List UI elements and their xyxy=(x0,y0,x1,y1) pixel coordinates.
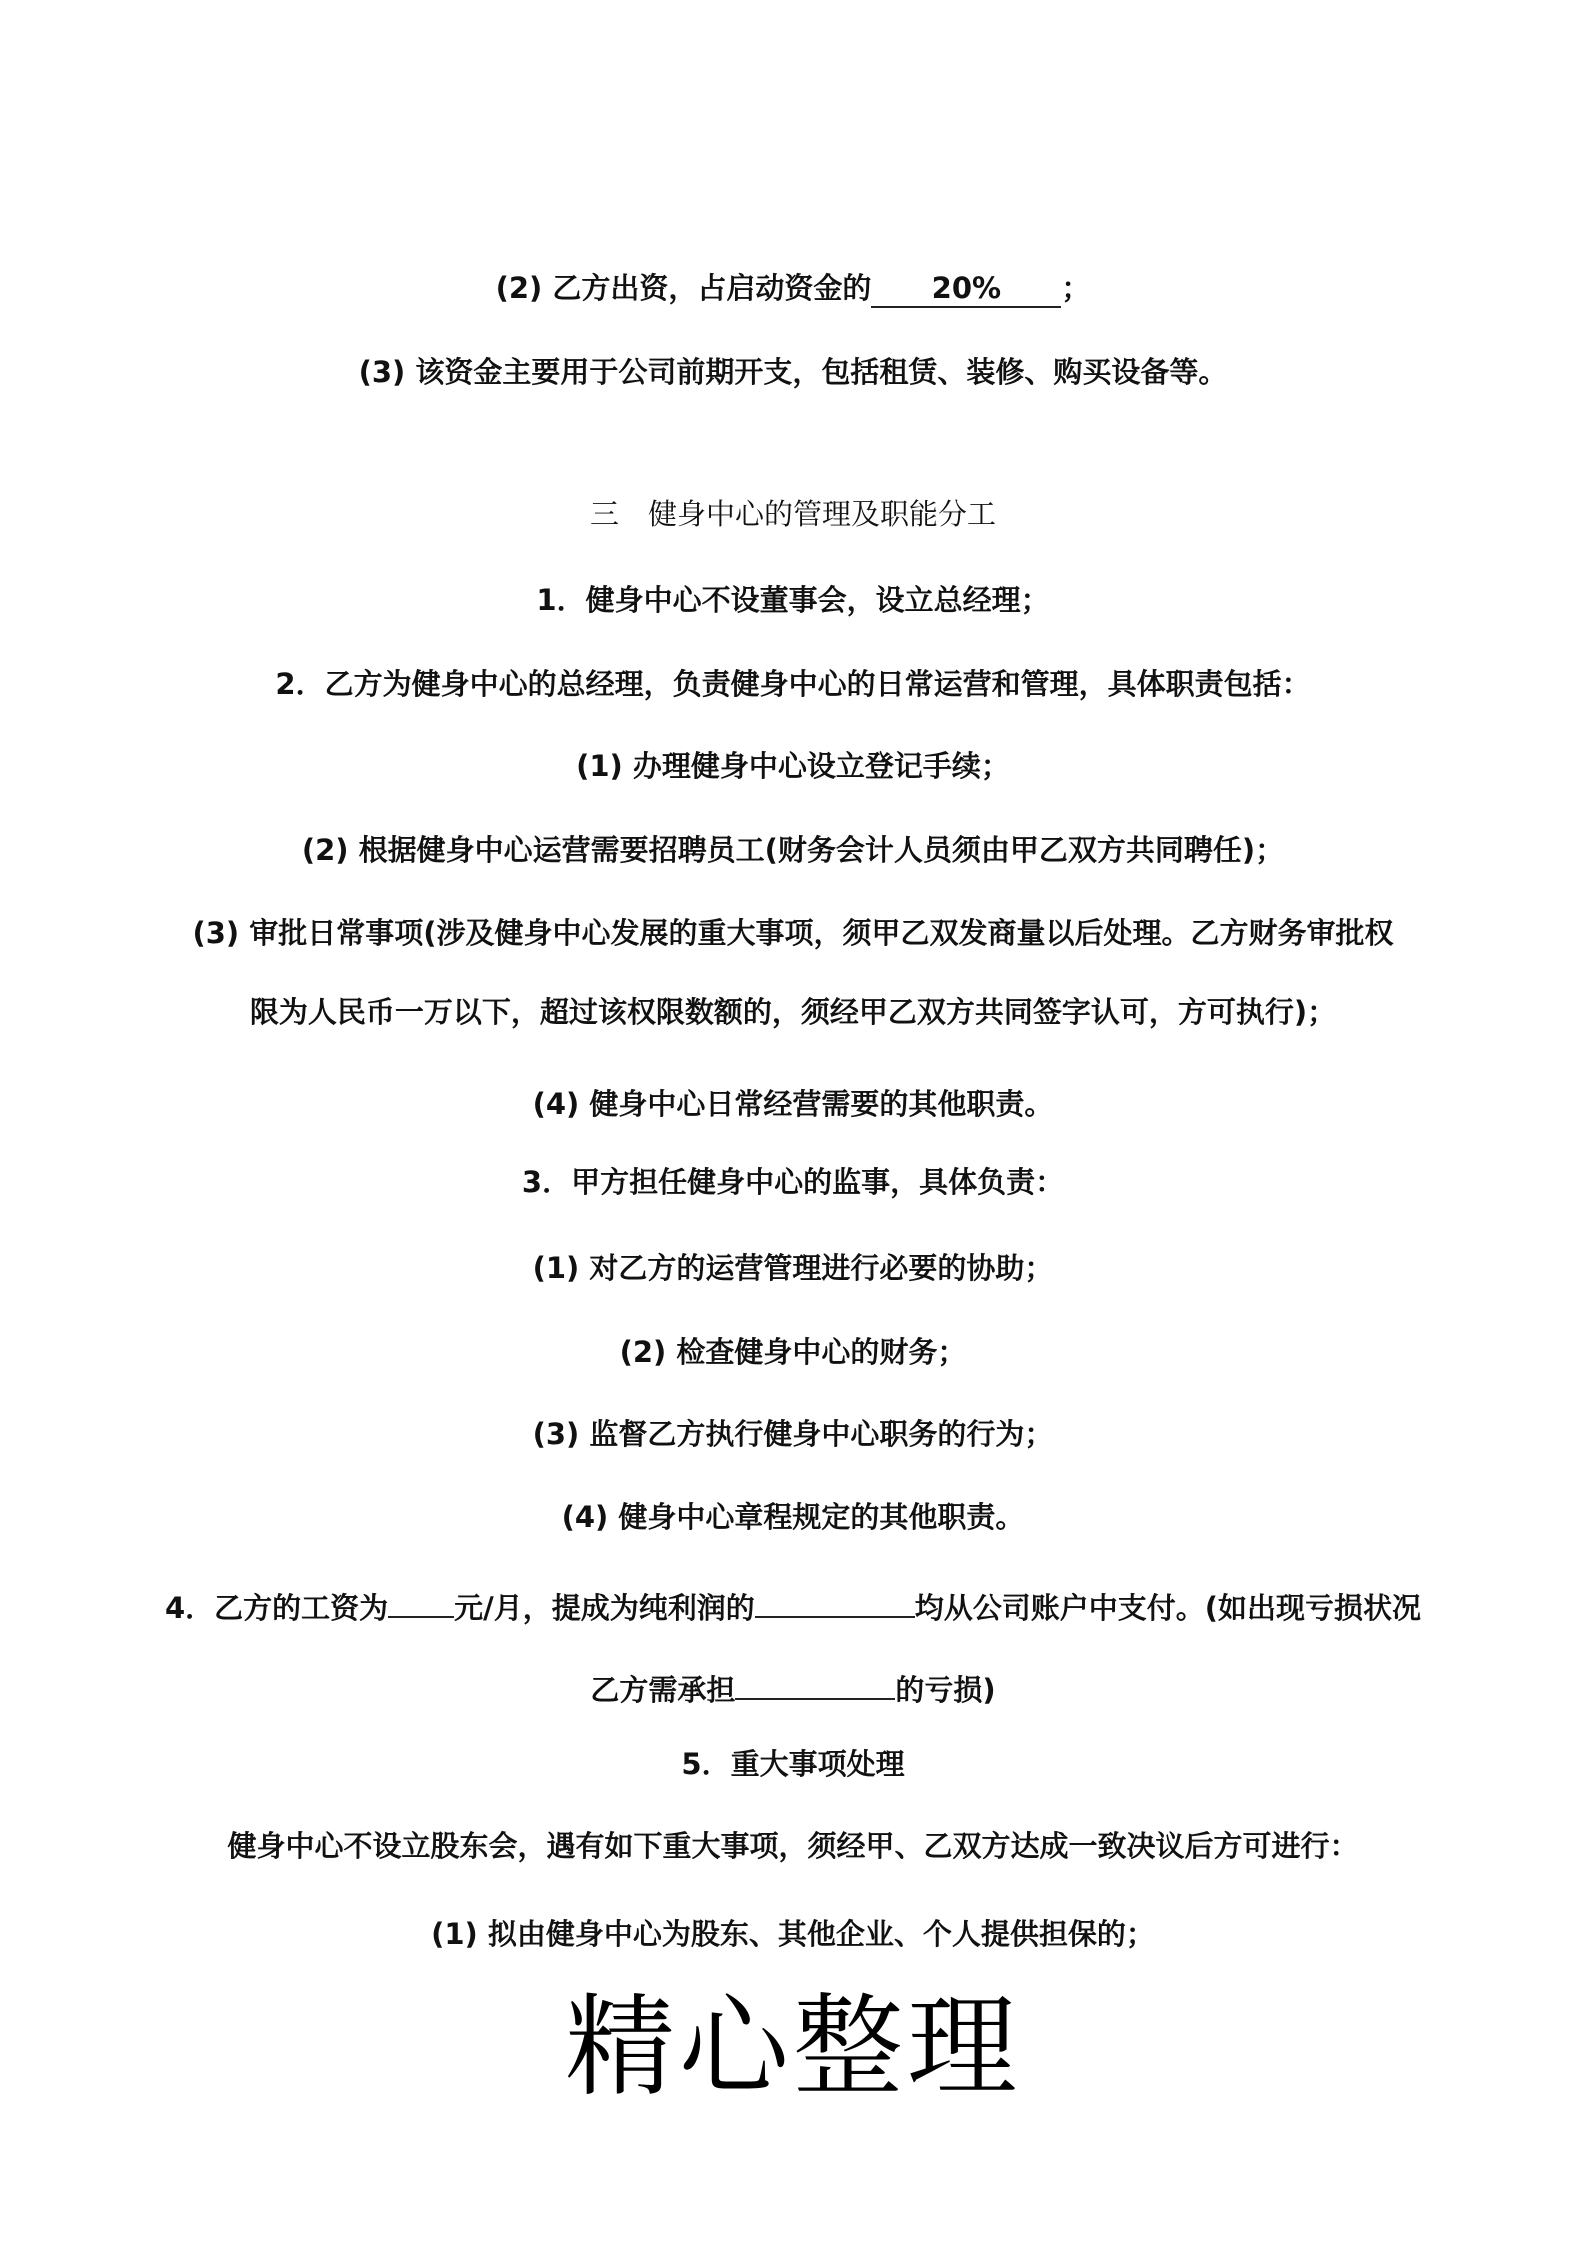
clause-3-4-text-a: 4．乙方的工资为 xyxy=(164,1591,389,1625)
clause-3-5: 5．重大事项处理 xyxy=(681,1747,905,1781)
clause-3-4-text-c: 均从公司账户中支付。(如出现亏损状况 xyxy=(914,1591,1422,1625)
fill-blank-loss-share xyxy=(735,1662,895,1700)
section-3-heading: 三 健身中心的管理及职能分工 xyxy=(589,497,996,531)
clause-2-2 xyxy=(0,268,1586,308)
clause-3-2-1: (1) 办理健身中心设立登记手续； xyxy=(576,749,1010,783)
fill-blank-salary xyxy=(388,1580,454,1618)
clause-3-2-3: (3) 审批日常事项(涉及健身中心发展的重大事项，须甲乙双发商量以后处理。乙方财务审批权 xyxy=(192,916,1394,950)
clause-3-4-continued xyxy=(0,1662,1586,1710)
clause-3-3-2: (2) 检查健身中心的财务； xyxy=(619,1335,967,1369)
clause-3-5-intro: 健身中心不设立股东会，遇有如下重大事项，须经甲、乙双方达成一致决议后方可进行： xyxy=(227,1829,1359,1863)
clause-3-2-2: (2) 根据健身中心运营需要招聘员工(财务会计人员须由甲乙双方共同聘任)； xyxy=(301,833,1285,867)
clause-3-4-text-e: 的亏损) xyxy=(895,1673,996,1707)
clause-3-3-4: (4) 健身中心章程规定的其他职责。 xyxy=(561,1500,1025,1534)
clause-2-3: (3) 该资金主要用于公司前期开支，包括租赁、装修、购买设备等。 xyxy=(358,355,1228,389)
clause-3-2-4: (4) 健身中心日常经营需要的其他职责。 xyxy=(532,1087,1054,1121)
clause-3-1: 1．健身中心不设董事会，设立总经理； xyxy=(536,583,1050,617)
clause-3-3-1: (1) 对乙方的运营管理进行必要的协助； xyxy=(532,1251,1054,1285)
clause-3-4-text-b: 元/月，提成为纯利润的 xyxy=(454,1591,755,1625)
clause-3-5-1: (1) 拟由健身中心为股东、其他企业、个人提供担保的； xyxy=(431,1917,1155,1951)
footer-watermark: 精心整理 xyxy=(565,1983,1021,2111)
clause-3-2-3-continued: 限为人民币一万以下，超过该权限数额的，须经甲乙双方共同签字认可，方可执行)； xyxy=(249,995,1337,1029)
clause-3-3-3: (3) 监督乙方执行健身中心职务的行为； xyxy=(532,1417,1054,1451)
clause-3-4 xyxy=(0,1580,1586,1628)
clause-3-4-text-d: 乙方需承担 xyxy=(590,1673,736,1707)
clause-3-3: 3．甲方担任健身中心的监事，具体负责： xyxy=(521,1165,1065,1199)
fill-blank-commission xyxy=(755,1580,915,1618)
fill-blank-percent: 20% xyxy=(871,270,1061,308)
clause-2-2-suffix: ； xyxy=(1061,271,1091,305)
clause-2-2-text: (2) 乙方出资，占启动资金的 xyxy=(495,271,872,305)
clause-3-2: 2．乙方为健身中心的总经理，负责健身中心的日常运营和管理，具体职责包括： xyxy=(275,667,1311,701)
